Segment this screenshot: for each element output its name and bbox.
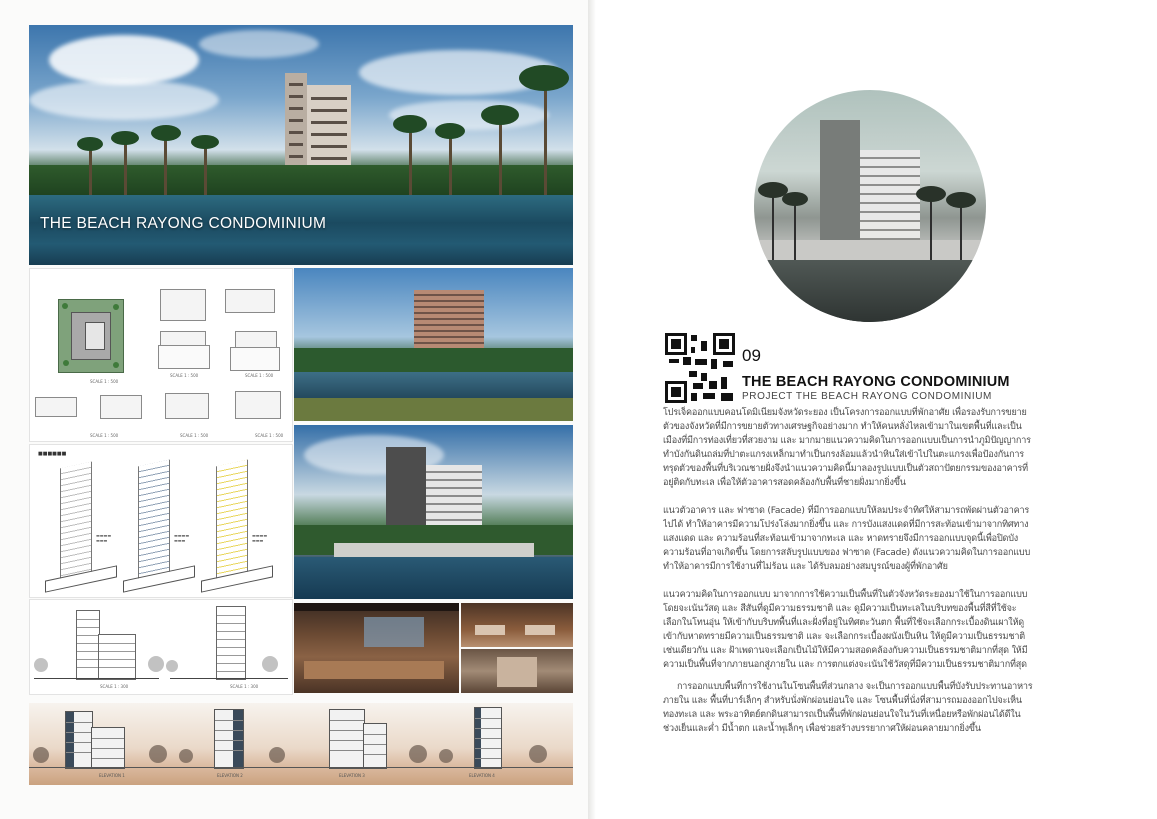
description-paragraph-4: การออกแบบพื้นที่การใช้งานในโซนพื้นที่ส่วนกลาง จะเป็นการออกแบบพื้นที่บังรับประทานอาหารภายใน และ พื้นที่บาร์เล็กๆ สำหรับนั่งพักผ่อนย่อนใจ และ โซนพื้นที่นั่งที่สามารถมองออกไปจะเห็นทองทะเล และ พระอาทิตย์ตกดินสามารถเป็นพื้นที่พักผ่อนย่อนใจในวันที่เหนื่อยหรือพักผ่อนได้ดีในช่วงเย็นและค่ำ มีน้ำตก และน้ำพุเล็กๆ เพื่อช่วยสร้างบรรยากาศให้ผ่อนคลายมากยิ่งขึ้น <box>663 682 1033 734</box>
exterior-render-lagoon <box>294 268 573 421</box>
facade-axonometric-diagrams: ■■■■■■ ▬▬▬▬ ▬▬▬ ▬▬▬▬ ▬▬▬ ▬▬▬▬ ▬▬▬ <box>29 444 293 598</box>
hero-render-image <box>29 25 573 265</box>
page-spine <box>588 0 596 819</box>
project-number: 09 <box>742 346 761 365</box>
description-paragraph-1: โปรเจ็คออกแบบคอนโดมิเนียมจังหวัดระยอง เป็นโครงการออกแบบที่พักอาศัย เพื่อรองรับการขยายตัวของจังหวัดที่มีการขยายตัวทางเศรษฐกิจอย่างมาก ทำให้คนหลั่งไหลเข้ามาในเขตพื้นที่และเป็นเมืองที่มีการท่องเที่ยวที่สวยงาม และ มากมายแนวความคิดในการออกแบบเป็นการนำภูมิปัญญาการทำบังกันดินถล่มที่ปาตะแกรงเหล็กมาทำเป็นกรงล้อมแล้วนำหินใส่เข้าไปในตะแกรงเพื่อป้องกันการทรุดตัวของพื้นที่บริเวณชายฝั่งจึงนำแนวความคิดนี้มาลองรูปแบบเป็นตัวสถาปัตยกรรมของอาคารที่อยู่ติดกับทะเล เพื่อให้ตัวอาคารสอดคล้องกับพื้นที่ชายฝั่งมากยิ่งขึ้น <box>663 408 1031 488</box>
building-elevations-strip: ELEVATION 1 ELEVATION 2 ELEVATION 3 ELEVATION 4 <box>29 703 573 785</box>
exterior-render-waterfront <box>294 425 573 599</box>
interior-render-restaurant <box>294 603 459 693</box>
circular-render-image <box>754 90 986 322</box>
floor-plans-drawing: SCALE 1 : 500 SCALE 1 : 500 SCALE 1 : 500 SCALE 1 : 500 SCALE 1 : 500 SCALE 1 : 500 <box>29 268 293 442</box>
qr-code-icon[interactable] <box>665 333 735 403</box>
description-paragraph-3: แนวความคิดในการออกแบบ มาจากการใช้ความเป็นพื้นที่ในตัวจังหวัดระยองมาใช้ในการออกแบบโดยจะเน้นวัสดุ และ สีสันที่ดูมีความธรรมชาติ และ ดูมีความเป็นทะเลในบริบทของพื้นที่สีที่ใช้จะเลือกในโทนอุ่น ให้เข้ากับบริบทพื้นที่และฝั่งที่อยู่ในทิศตะวันตก พื้นที่ใช้จะเลือกกระเบื้องดินเผาให้ดูเข้ากับหาดทรายมีความเป็นธรรมชาติ และ จะเลือกกระเบื้องผนังเป็นหิน ให้ดูมีความเป็นธรรมชาติเช่นเดียวกัน และ ฝ้าเพดานจะเลือกเป็นไม้ให้มีความสอดคล้องกับความเป็นธรรมชาติมากที่สุด ให้มีความเป็นพื้นที่จากภายนอกสู่ภายใน และ การตกแต่งจะเน้นใช้วัสดุที่มีความเป็นธรรมชาติมากที่สุด <box>663 590 1028 670</box>
project-title: THE BEACH RAYONG CONDOMINIUM <box>742 374 1010 390</box>
interior-render-lounge <box>461 603 573 647</box>
building-sections-drawing: SCALE 1 : 300 SCALE 1 : 300 <box>29 599 293 695</box>
description-paragraph-2: แนวตัวอาคาร และ ฟาซาด (Facade) ที่มีการออกแบบให้ลมประจำทิศให้สามารถพัดผ่านตัวอาคารไปได้ ทำให้อาคารมีความโปร่งโล่งมากยิ่งขึ้น และ การบังแสงแดดที่มีการสะท้อนเข้ามาจากทิศทางแสงแดด และ ความร้อนที่สะท้อนเข้ามาจากทะเล และ หาดทรายจึงมีการออกแบบจุดนี้เพื่อปิดบังความร้อนที่อาจเกิดขึ้น โดยการสลับรูปแบบของ ฟาซาด (Facade) ดังแนวความคิดในการออกแบบทำให้อาคารมีการใช้งานที่ไม่ร้อน และ ได้รับลมอย่างสมบูรณ์ของผู้ที่พักอาศัย <box>663 506 1031 572</box>
interior-render-corridor <box>461 649 573 693</box>
project-subtitle: PROJECT THE BEACH RAYONG CONDOMINIUM <box>742 391 992 402</box>
hero-title: THE BEACH RAYONG CONDOMINIUM <box>40 215 327 232</box>
